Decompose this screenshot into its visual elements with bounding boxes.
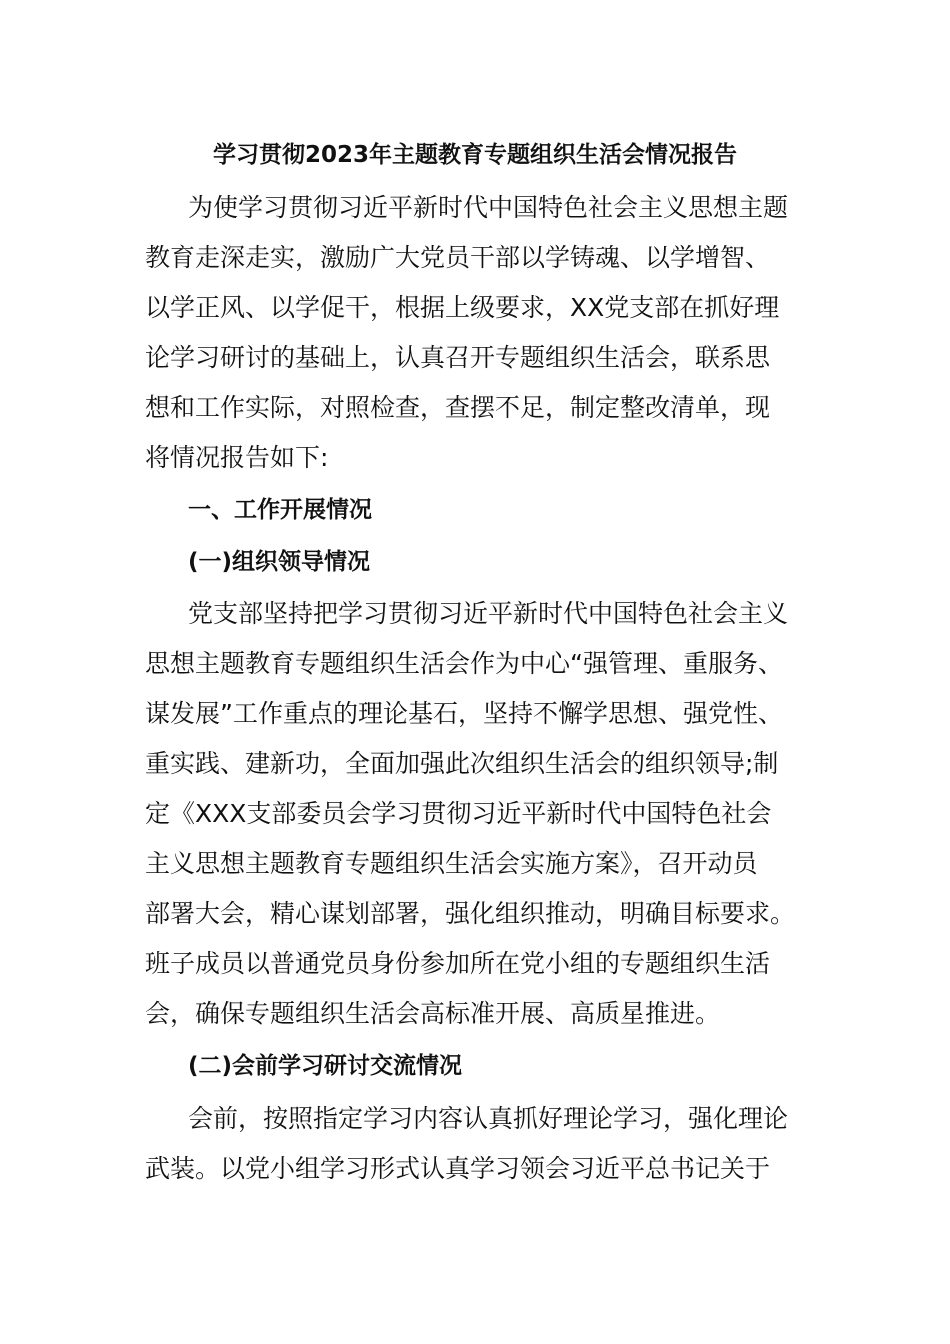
section-heading-1: 一、工作开展情况 bbox=[188, 497, 372, 523]
sub1-line-7: 部署大会，精心谋划部署，强化组织推动，明确目标要求。 bbox=[145, 899, 796, 928]
sub1-line-8: 班子成员以普通党员身份参加所在党小组的专题组织生活 bbox=[145, 949, 771, 978]
sub1-line-6: 主义思想主题教育专题组织生活会实施方案》，召开动员 bbox=[145, 849, 758, 878]
sub2-line-2: 武装。以党小组学习形式认真学习领会习近平总书记关于 bbox=[145, 1154, 771, 1183]
subsection-heading-1: (一)组织领导情况 bbox=[188, 549, 371, 575]
document-title: 学习贯彻2023年主题教育专题组织生活会情况报告 bbox=[212, 142, 737, 168]
sub1-line-2: 思想主题教育专题组织生活会作为中心“强管理、重服务、 bbox=[145, 649, 783, 678]
subsection-heading-2: (二)会前学习研讨交流情况 bbox=[188, 1053, 463, 1079]
sub1-line-1: 党支部坚持把学习贯彻习近平新时代中国特色社会主义 bbox=[188, 599, 789, 628]
intro-line-6: 将情况报告如下: bbox=[145, 443, 329, 472]
intro-line-1: 为使学习贯彻习近平新时代中国特色社会主义思想主题 bbox=[188, 193, 789, 222]
intro-line-4: 论学习研讨的基础上，认真召开专题组织生活会，联系思 bbox=[145, 343, 771, 372]
sub1-line-9: 会，确保专题组织生活会高标准开展、高质星推进。 bbox=[145, 999, 721, 1028]
intro-line-2: 教育走深走实，激励广大党员干部以学铸魂、以学增智、 bbox=[145, 243, 771, 272]
sub1-line-5: 定《XXX支部委员会学习贯彻习近平新时代中国特色社会 bbox=[145, 799, 772, 828]
intro-line-3: 以学正风、以学促干，根据上级要求，XX党支部在抓好理 bbox=[145, 293, 780, 322]
intro-line-5: 想和工作实际，对照检查，查摆不足，制定整改清单，现 bbox=[145, 393, 771, 422]
sub1-line-3: 谋发展”工作重点的理论基石，坚持不懈学思想、强党性、 bbox=[145, 699, 783, 728]
sub2-line-1: 会前，按照指定学习内容认真抓好理论学习，强化理论 bbox=[188, 1104, 789, 1133]
sub1-line-4: 重实践、建新功，全面加强此次组织生活会的组织领导;制 bbox=[145, 749, 779, 778]
